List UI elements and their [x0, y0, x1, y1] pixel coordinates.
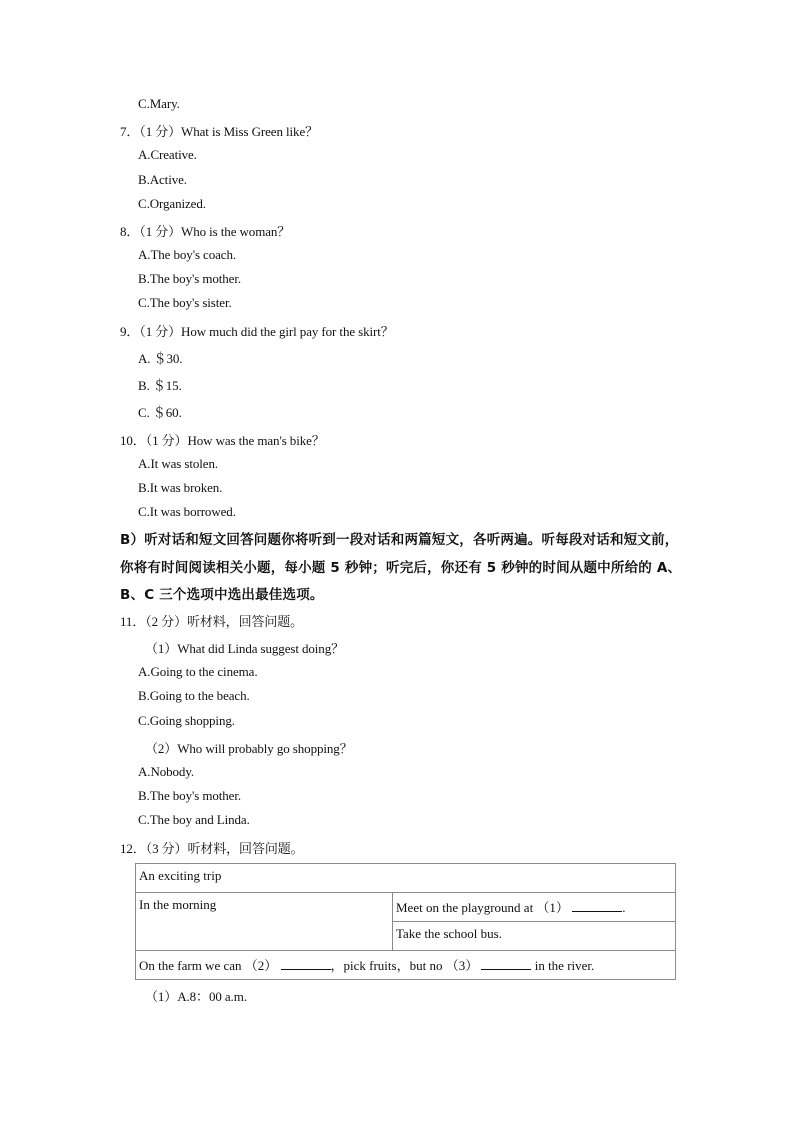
question-9: 9．（1 分）How much did the girl pay for the skirt？	[120, 324, 394, 339]
section-b-instructions-line3: B、C 三个选项中选出最佳选项。	[120, 587, 324, 603]
farm-text-a: On the farm we can （2）	[139, 958, 278, 973]
option-10c: C.It was borrowed.	[138, 504, 236, 519]
option-8c: C.The boy's sister.	[138, 295, 232, 310]
farm-text-b: ，pick fruits，but no （3）	[330, 958, 479, 973]
answer-12-1: （1）A.8：00 a.m.	[145, 989, 247, 1004]
option-8a: A.The boy's coach.	[138, 247, 237, 262]
option-11-1b: B.Going to the beach.	[138, 688, 250, 703]
meet-end: .	[622, 900, 626, 915]
option-9b: B. ＄15.	[138, 378, 182, 393]
option-7b: B.Active.	[138, 172, 187, 187]
morning-label: In the morning	[136, 893, 393, 951]
question-12: 12．（3 分）听材料，回答问题。	[120, 841, 304, 856]
meet-cell	[393, 893, 676, 922]
section-b-instructions-line1: B）听对话和短文回答问题你将听到一段对话和两篇短文，各听两遍。听每段对话和短文前，	[120, 532, 679, 548]
farm-text-c: in the river.	[531, 958, 595, 973]
question-10: 10．（1 分）How was the man's bike？	[120, 433, 325, 448]
farm-cell	[136, 951, 676, 980]
option-10b: B.It was broken.	[138, 480, 223, 495]
question-8: 8．（1 分）Who is the woman？	[120, 224, 291, 239]
option-9c: C. ＄60.	[138, 405, 182, 420]
option-7a: A.Creative.	[138, 147, 197, 162]
option-11-1a: A.Going to the cinema.	[138, 664, 258, 679]
meet-text: Meet on the playground at （1）	[396, 900, 569, 915]
option-11-2b: B.The boy's mother.	[138, 788, 241, 803]
question-11: 11．（2 分）听材料，回答问题。	[120, 614, 304, 629]
option-6c: C.Mary.	[138, 96, 180, 111]
question-7: 7．（1 分）What is Miss Green like？	[120, 124, 319, 139]
blank-1	[572, 899, 622, 912]
option-11-1c: C.Going shopping.	[138, 713, 235, 728]
trip-table-title: An exciting trip	[136, 864, 676, 893]
trip-table	[135, 863, 676, 980]
option-11-2a: A.Nobody.	[138, 764, 195, 779]
option-10a: A.It was stolen.	[138, 456, 218, 471]
blank-2	[281, 957, 331, 970]
option-8b: B.The boy's mother.	[138, 271, 241, 286]
blank-3	[481, 957, 531, 970]
question-11-sub1: （1）What did Linda suggest doing？	[145, 641, 344, 656]
option-7c: C.Organized.	[138, 196, 206, 211]
bus-cell: Take the school bus.	[393, 922, 676, 951]
section-b-instructions-line2: 你将有时间阅读相关小题，每小题 5 秒钟；听完后，你还有 5 秒钟的时间从题中所给的 A、	[120, 560, 682, 576]
question-11-sub2: （2）Who will probably go shopping？	[145, 741, 353, 756]
option-9a: A. ＄30.	[138, 351, 183, 366]
option-11-2c: C.The boy and Linda.	[138, 812, 250, 827]
